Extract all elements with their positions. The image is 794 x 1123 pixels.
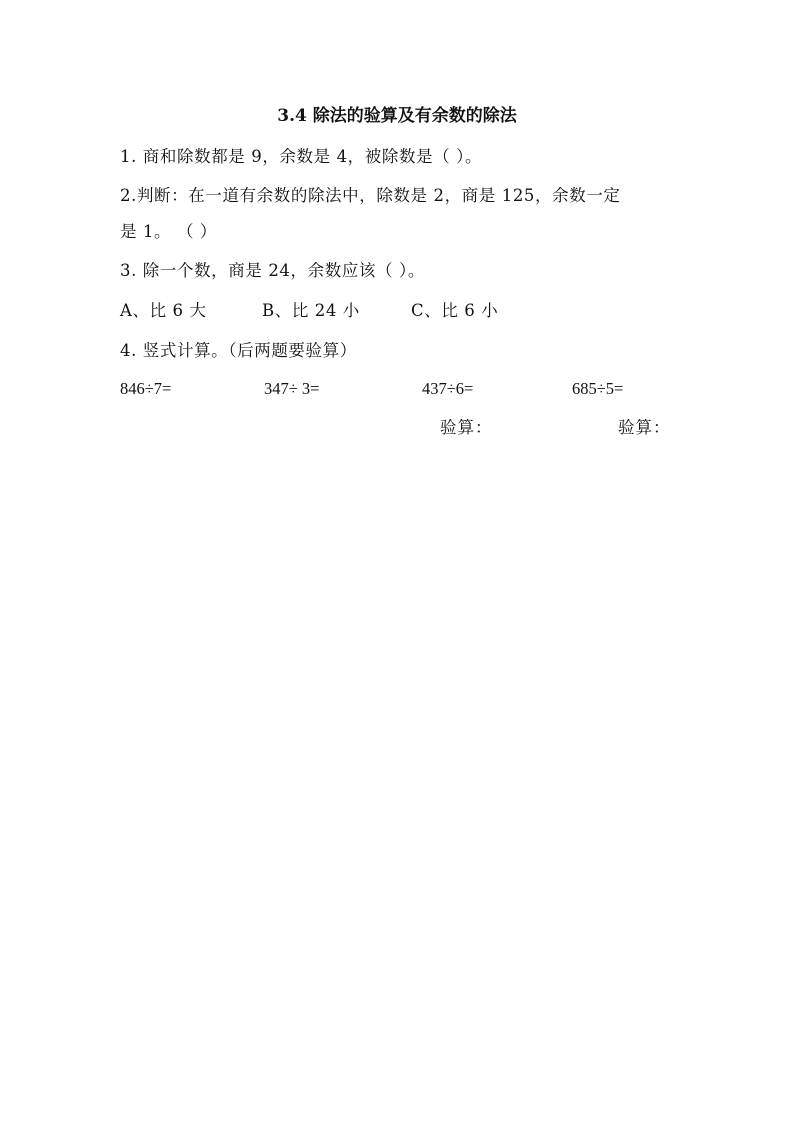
- question-3: 3. 除一个数，商是 24，余数应该（ ）。: [120, 261, 425, 280]
- question-4: 4. 竖式计算。（后两题要验算）: [120, 341, 357, 360]
- option-b: B、比 24 小: [262, 301, 360, 320]
- question-2-line-1: 2.判断：在一道有余数的除法中，除数是 2，商是 125，余数一定: [120, 186, 621, 205]
- calc-expression-2: 347÷ 3=: [264, 379, 320, 398]
- question-1: 1. 商和除数都是 9，余数是 4，被除数是（ ）。: [120, 147, 483, 166]
- check-label-4: 验算：: [618, 418, 671, 437]
- calc-expression-1: 846÷7=: [120, 379, 172, 398]
- calc-expression-3: 437÷6=: [422, 379, 474, 398]
- option-a: A、比 6 大: [120, 301, 207, 320]
- calc-expression-4: 685÷5=: [572, 379, 624, 398]
- question-2-line-2: 是 1。 （ ）: [120, 222, 218, 241]
- option-c: C、比 6 小: [411, 301, 499, 320]
- worksheet-title: 3.4 除法的验算及有余数的除法: [277, 106, 517, 126]
- check-label-3: 验算：: [440, 418, 493, 437]
